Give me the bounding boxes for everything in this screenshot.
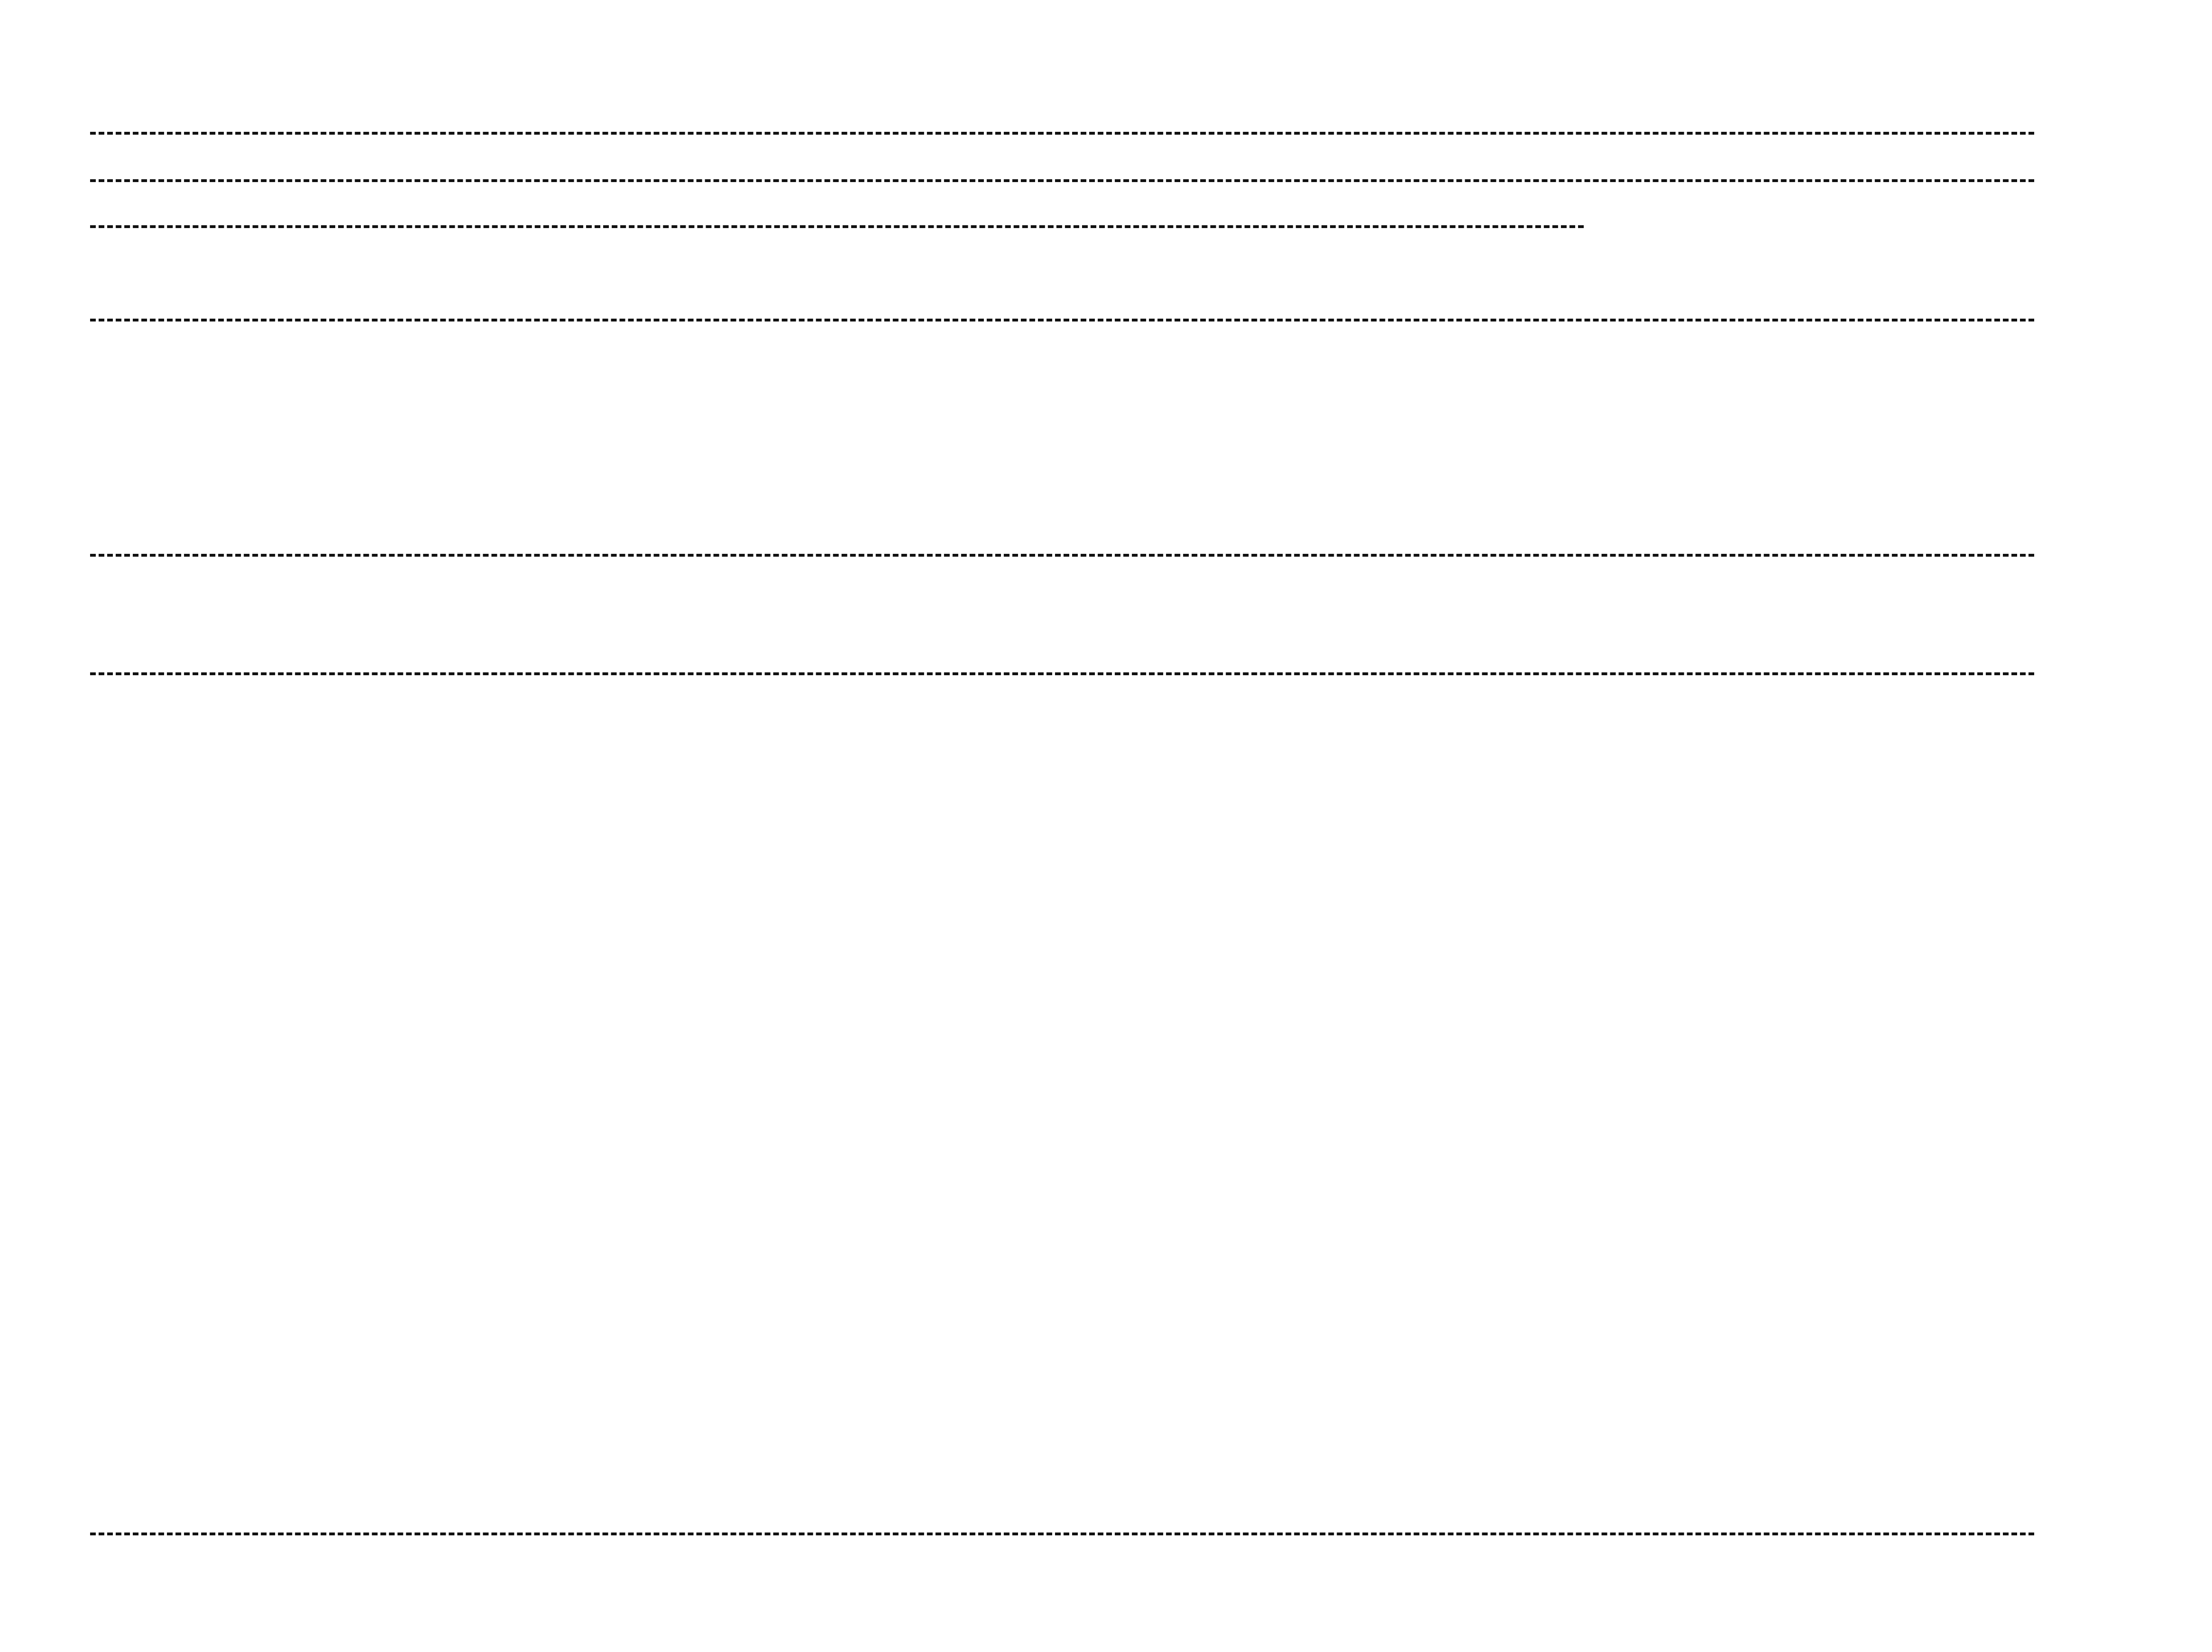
rule-after-transport bbox=[90, 225, 1584, 228]
rule-before-total bbox=[90, 1533, 2034, 1535]
rule-after-wage-1 bbox=[90, 554, 2034, 557]
header-rule-top bbox=[90, 132, 2034, 135]
rule-after-kit bbox=[90, 319, 2034, 321]
header-rule-bottom bbox=[90, 179, 2034, 182]
rule-after-savings bbox=[90, 672, 2034, 675]
